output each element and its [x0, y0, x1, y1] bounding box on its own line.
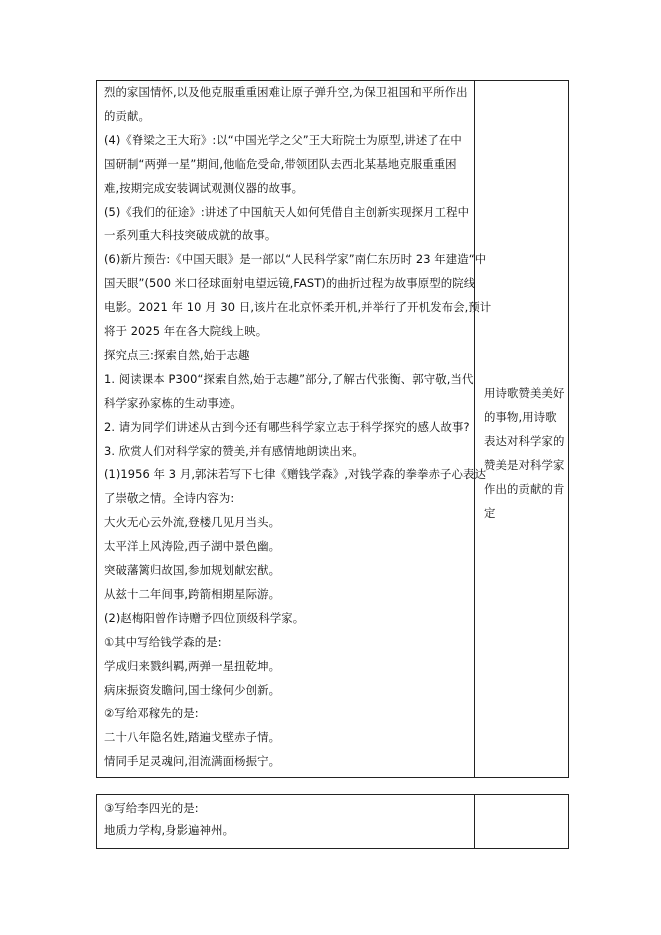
text-line: 烈的家国情怀,以及他克服重重困难让原子弹升空,为保卫祖国和平所作出: [104, 85, 468, 99]
text-line: (5)《我们的征途》:讲述了中国航天人如何凭借自主创新实现探月工程中: [104, 204, 470, 219]
text-line: 3. 欣赏人们对科学家的赞美,并有感情地朗读出来。: [104, 443, 364, 458]
text-line: 科学家孙家栋的生动事迹。: [104, 395, 242, 410]
text-line: 国研制“两弹一星”期间,他临危受命,带领团队去西北某基地克服重重困: [104, 156, 457, 171]
text-line: 从兹十二年间事,跨箭相期星际游。: [104, 586, 281, 601]
text-line: ①其中写给钱学森的是:: [104, 634, 222, 649]
text-line: 地质力学构,身影遍神州。: [104, 823, 235, 837]
text-line: 病床振资发瞻问,国士缘何少创新。: [104, 682, 281, 697]
text-line: ②写给邓稼先的是:: [104, 706, 199, 721]
text-line: 2. 请为同学们讲述从古到今还有哪些科学家立志于科学探究的感人故事?: [104, 419, 470, 434]
text-line: 的事物,用诗歌: [484, 410, 557, 424]
text-line: (2)赵梅阳曾作诗赠予四位顶级科学家。: [104, 610, 305, 625]
column-divider: [474, 795, 475, 848]
text-line: 大火无心云外流,登楼几见月当头。: [104, 515, 281, 530]
text-line: 了崇敬之情。全诗内容为:: [104, 491, 235, 506]
text-line: 一系列重大科技突破成就的故事。: [104, 228, 277, 243]
text-line: 太平洋上风涛险,西子湖中景色幽。: [104, 539, 281, 554]
text-line: (4)《脊梁之王大珩》:以“中国光学之父”王大珩院士为原型,讲述了在中: [104, 132, 462, 147]
text-line: 探究点三:探索自然,始于志趣: [104, 347, 250, 362]
text-line: 学成归来戮纠羁,两弹一星扭乾坤。: [104, 658, 281, 673]
text-line: 突破藩篱归故国,参加规划献宏猷。: [104, 563, 281, 577]
text-line: 表达对科学家的: [484, 434, 565, 448]
text-line: 作出的贡献的肯: [484, 482, 565, 496]
text-line: 二十八年隐名姓,踏遍戈壁赤子情。: [104, 730, 281, 745]
text-line: (1)1956 年 3 月,郭沫若写下七律《赠钱学森》,对钱学森的拳拳赤子心表达: [104, 467, 487, 482]
text-line: 难,按期完成安装调试观测仪器的故事。: [104, 180, 304, 195]
column-divider: [474, 81, 475, 777]
text-line: ③写给李四光的是:: [104, 801, 199, 815]
text-line: 国天眼”(500 米口径球面射电望远镜,FAST)的曲折过程为故事原型的院线: [104, 276, 476, 291]
text-line: 的贡献。: [104, 108, 150, 123]
text-line: 赞美是对科学家: [484, 458, 565, 472]
text-line: (6)新片预告:《中国天眼》是一部以“人民科学家”南仁东历时 23 年建造“中: [104, 252, 487, 267]
text-line: 定: [484, 506, 496, 520]
text-line: 情同手足灵魂问,泪流满面杨振宁。: [104, 754, 281, 769]
lesson-table-2: [96, 794, 569, 849]
text-line: 将于 2025 年在各大院线上映。: [104, 324, 268, 338]
lesson-table-1: [96, 80, 569, 778]
text-line: 用诗歌赞美美好: [484, 386, 565, 400]
text-line: 1. 阅读课本 P300“探索自然,始于志趣”部分,了解古代张衡、郭守敬,当代: [104, 371, 474, 386]
text-line: 电影。2021 年 10 月 30 日,该片在北京怀柔开机,并举行了开机发布会,预计: [104, 300, 492, 315]
